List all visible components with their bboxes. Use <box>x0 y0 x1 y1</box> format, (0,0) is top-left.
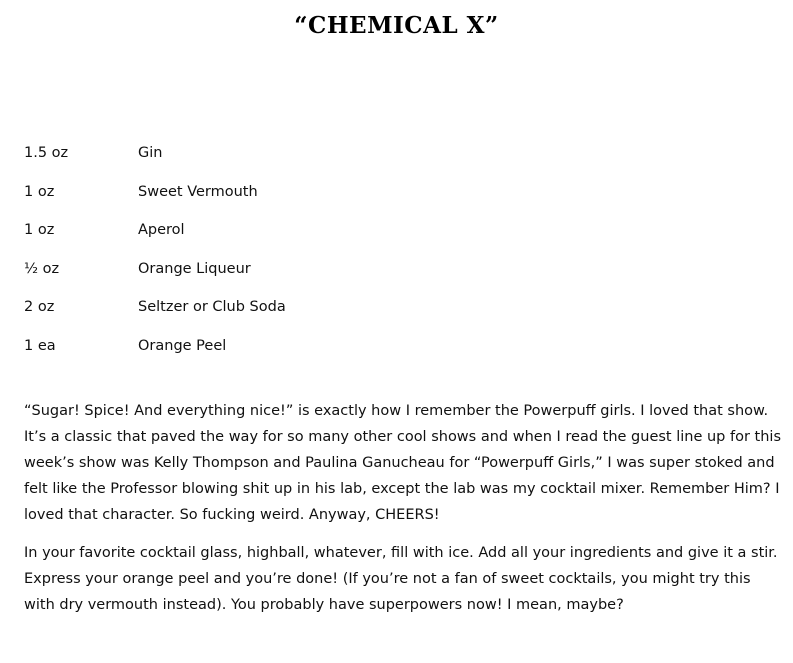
ingredient-name: Orange Liqueur <box>138 260 251 277</box>
ingredient-quantity: 1 oz <box>24 222 55 239</box>
ingredient-quantity: ½ oz <box>24 260 60 277</box>
ingredient-name: Seltzer or Club Soda <box>138 299 286 316</box>
ingredient-row <box>24 182 724 221</box>
ingredient-name: Gin <box>138 145 163 161</box>
ingredient-name: Sweet Vermouth <box>138 183 258 200</box>
ingredient-row <box>24 259 724 298</box>
ingredient-quantity: 1 ea <box>24 337 56 354</box>
ingredient-row <box>24 143 724 182</box>
ingredient-row <box>24 220 724 259</box>
ingredient-quantity: 1.5 oz <box>24 145 69 161</box>
recipe-title: “CHEMICAL X” <box>294 12 499 39</box>
ingredient-row <box>24 297 724 336</box>
story-paragraph: “Sugar! Spice! And everything nice!” is exactly how I remember the Powerpuff girls. I loved that show. It’s a classic that paved the way for so many other cool shows and when I read the guest line up for this week’s show was Kelly Thompson and Paulina Ganucheau for “Powerpuff Girls,” I was super stoked and felt like the Professor blowing shit up in his lab, except the lab was my cocktail mixer. Remember Him? I loved that character. So fucking weird. Anyway, CHEERS! <box>24 403 781 523</box>
ingredient-quantity: 2 oz <box>24 299 55 316</box>
ingredient-list <box>24 143 724 375</box>
instructions-paragraph: In your favorite cocktail glass, highball, whatever, fill with ice. Add all your ingredients and give it a stir. Express your orange peel and you’re done! (If you’re not a fan of sweet cocktails, you might try this with dry vermouth instead). You probably have superpowers now! I mean, maybe? <box>24 545 778 613</box>
ingredient-name: Orange Peel <box>138 337 227 354</box>
ingredient-row <box>24 336 724 375</box>
ingredient-name: Aperol <box>138 222 185 239</box>
ingredient-quantity: 1 oz <box>24 183 55 200</box>
